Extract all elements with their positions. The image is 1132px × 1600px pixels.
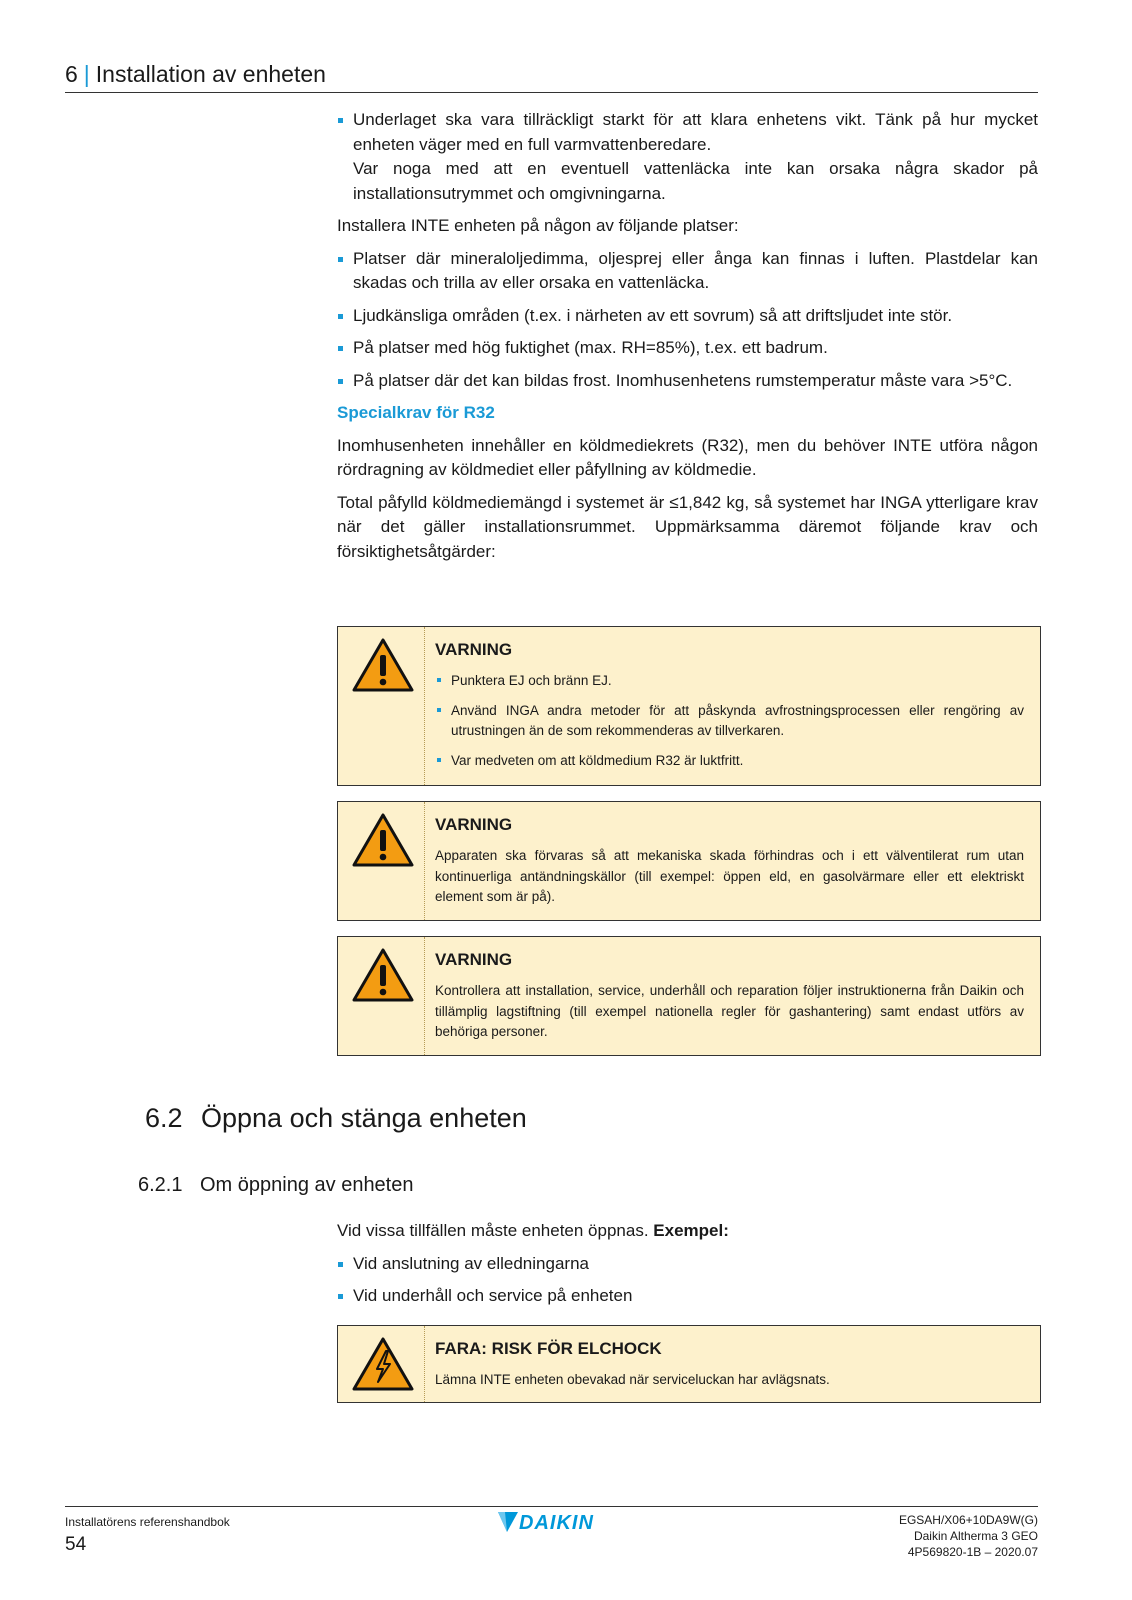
footer-docnum: 4P569820-1B – 2020.07 — [907, 1545, 1038, 1559]
daikin-logo-mark — [495, 1510, 519, 1534]
danger-box — [337, 1325, 1041, 1403]
warning-box-3 — [337, 936, 1041, 1056]
warning-text: Apparaten ska förvaras så att mekaniska skada förhindras och i ett välventilerat rum utan kontinuerliga antändningskällor (till exempel: öppen eld, en gasolvärmare eller ett elektriskt element som är på). — [435, 848, 1024, 904]
subsection-heading — [138, 1172, 414, 1198]
list-item — [337, 108, 1038, 206]
list-item: Vid anslutning av elledningarna — [337, 1252, 1038, 1277]
daikin-logo-text: DAIKIN — [519, 1512, 594, 1534]
opening-intro-bold: Exempel: — [653, 1221, 729, 1240]
warning-text: Kontrollera att installation, service, underhåll och reparation följer instruktionerna från Daikin och tillämplig lagstiftning (till exempel nationella regler för gashantering) samt endast utförs av behöriga personer. — [435, 983, 1024, 1039]
warning-list — [435, 671, 1024, 771]
footer-divider — [65, 1506, 1038, 1507]
not-install-intro: Installera INTE enheten på någon av följande platser: — [337, 216, 739, 235]
special-paragraph-1: Inomhusenheten innehåller en köldmediekrets (R32), men du behöver INTE utföra någon rördragning av köldmediet eller påfyllning av köldmedie. — [337, 435, 1038, 479]
section-heading — [145, 1100, 527, 1136]
intro-bullet-list — [337, 108, 1038, 206]
opening-intro-text: Vid vissa tillfällen måste enheten öppnas. — [337, 1221, 649, 1240]
list-item: På platser med hög fuktighet (max. RH=85%), t.ex. ett badrum. — [337, 336, 1038, 361]
warning-box-2 — [337, 801, 1041, 921]
list-item: Ljudkänsliga områden (t.ex. i närheten av ett sovrum) så att driftsljudet inte stör. — [337, 304, 1038, 329]
daikin-logo — [495, 1510, 615, 1536]
footer-product: Daikin Altherma 3 GEO — [913, 1529, 1038, 1543]
footer-model: EGSAH/X06+10DA9W(G) — [898, 1513, 1038, 1527]
warning-triangle-icon — [351, 812, 415, 868]
chapter-number: 6 — [65, 61, 78, 87]
list-item: Punktera EJ och bränn EJ. — [435, 671, 1024, 692]
not-install-list — [337, 247, 1038, 394]
special-paragraph-2: Total påfylld köldmediemängd i systemet är ≤1,842 kg, så systemet har INGA ytterligare krav när det gäller installationsrummet. Uppmärksamma däremot följande krav och försiktighetsåtgärder: — [337, 492, 1038, 561]
footer-document-info — [899, 1512, 1038, 1560]
list-item: Vid underhåll och service på enheten — [337, 1284, 1038, 1309]
special-heading: Specialkrav för R32 — [337, 403, 495, 422]
list-item: På platser där det kan bildas frost. Inomhusenhetens rumstemperatur måste vara >5°C. — [337, 369, 1038, 394]
opening-intro — [337, 1219, 1038, 1244]
chapter-title: Installation av enheten — [95, 61, 326, 87]
warning-box-1 — [337, 626, 1041, 786]
warning-triangle-icon — [351, 947, 415, 1003]
intro-bullet-line1: Underlaget ska vara tillräckligt starkt för att klara enhetens vikt. Tänk på hur mycket enheten väger med en full varmvattenberedare. — [353, 110, 1038, 154]
danger-text: Lämna INTE enheten obevakad när serviceluckan har avlägsnats. — [435, 1372, 830, 1387]
intro-bullet-line2: Var noga med att en eventuell vattenläcka inte kan orsaka några skador på installationsutrymmet och omgivningarna. — [353, 159, 1038, 203]
body-column-bottom — [337, 1219, 1038, 1317]
subsection-title: Om öppning av enheten — [200, 1174, 414, 1196]
opening-list — [337, 1252, 1038, 1309]
section-number: 6.2 — [145, 1103, 183, 1133]
page-number: 54 — [65, 1534, 87, 1555]
warning-title: VARNING — [435, 640, 513, 659]
warning-title: VARNING — [435, 815, 513, 834]
section-title: Öppna och stänga enheten — [201, 1103, 527, 1133]
warning-triangle-icon — [351, 637, 415, 693]
list-item: Var medveten om att köldmedium R32 är luktfritt. — [435, 751, 1024, 772]
footer-manual-name: Installatörens referenshandbok — [65, 1515, 230, 1529]
header-separator: | — [83, 61, 90, 87]
electric-shock-icon — [351, 1336, 415, 1392]
page-header — [65, 56, 1038, 93]
subsection-number: 6.2.1 — [138, 1174, 183, 1196]
danger-title: FARA: RISK FÖR ELCHOCK — [435, 1339, 662, 1358]
warning-title: VARNING — [435, 950, 513, 969]
list-item: Platser där mineraloljedimma, oljesprej eller ånga kan finnas i luften. Plastdelar kan skadas och trilla av eller orsaka en vattenläcka. — [337, 247, 1038, 296]
body-column-top — [337, 108, 1038, 572]
list-item: Använd INGA andra metoder för att påskynda avfrostningsprocessen eller rengöring av utrustningen än de som rekommenderas av tillverkaren. — [435, 701, 1024, 742]
